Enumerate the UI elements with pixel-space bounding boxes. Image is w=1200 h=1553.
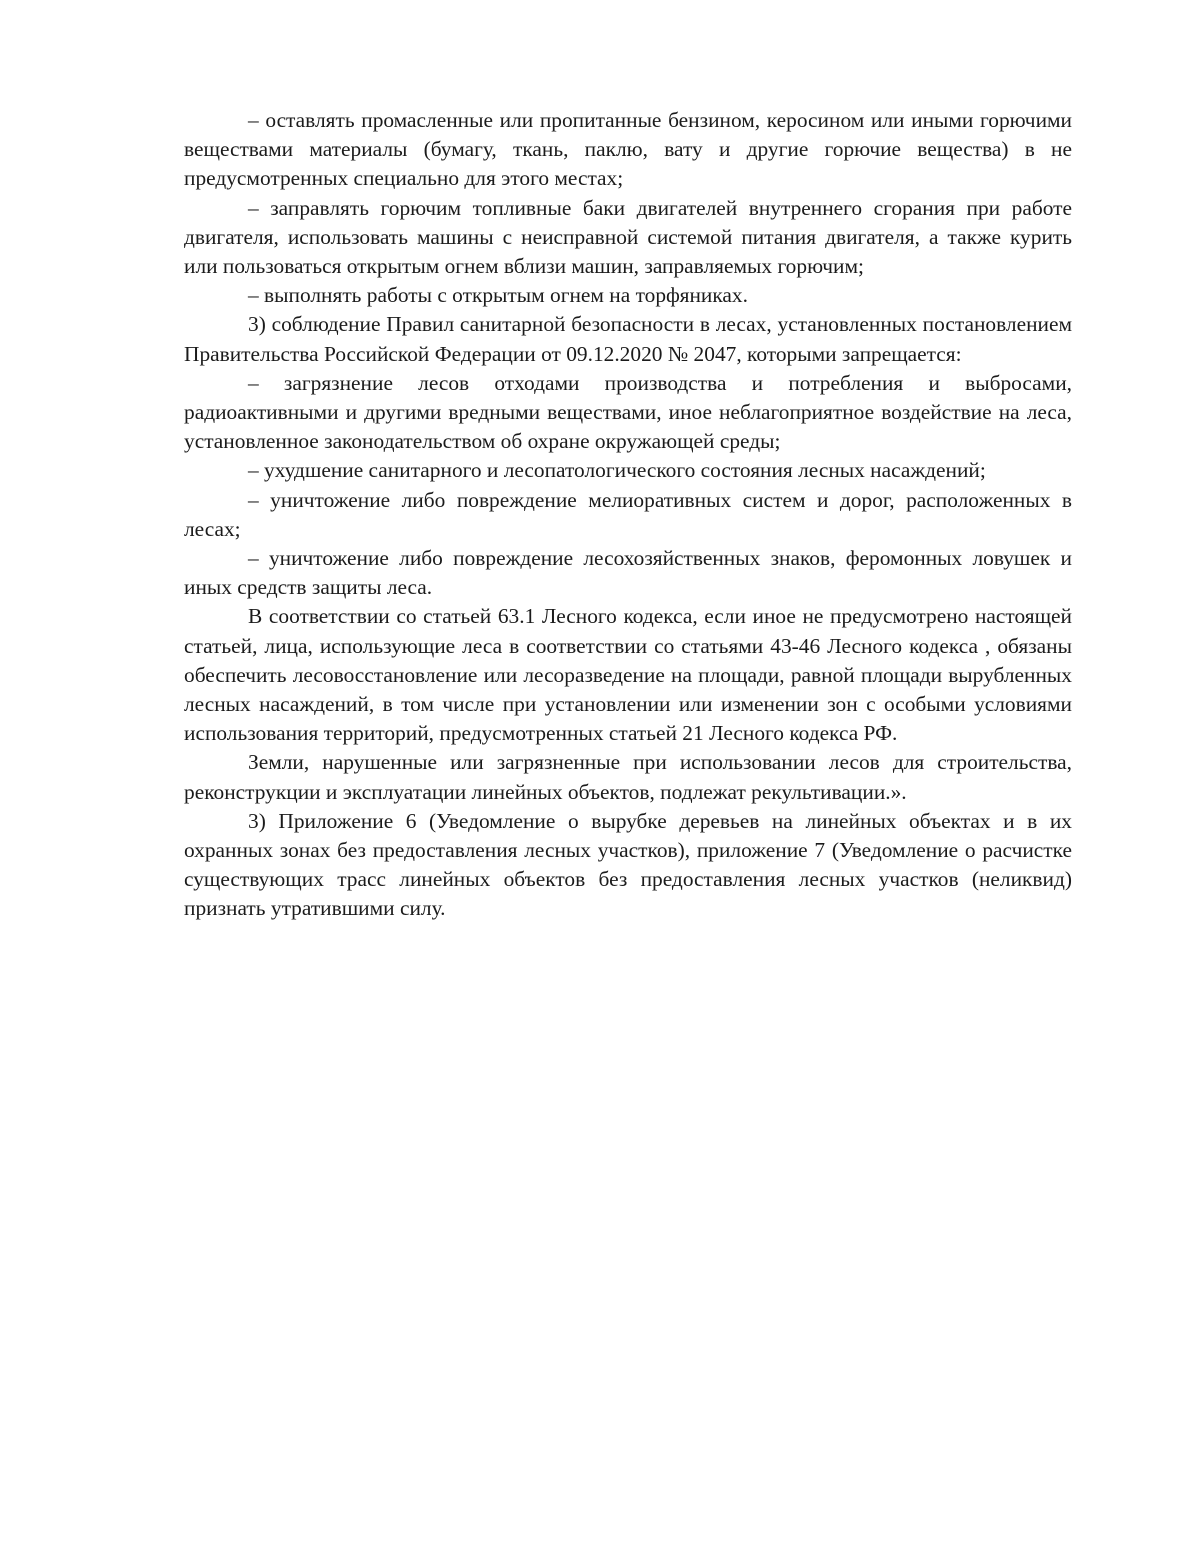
paragraph-bullet-sanitary-state: – ухудшение санитарного и лесопатологического состояния лесных насаждений; [248,458,986,483]
paragraph-bullet-oily-materials: – оставлять промасленные или пропитанные бензином, керосином или иными горючими веществами материалы (бумагу, ткань, паклю, вату и другие горючие вещества) в не предусмотренных специально для этого местах; [184,108,1072,191]
paragraph-item-3-sanitary-rules: 3) соблюдение Правил санитарной безопасности в лесах, установленных постановлением Правительства Российской Федерации от 09.12.2020 № 2047, которыми запрещается: [184,312,1072,366]
paragraph-bullet-peat-fire: – выполнять работы с открытым огнем на торфяниках. [248,283,748,308]
document-body [184,106,1072,924]
paragraph-bullet-forest-signs: – уничтожение либо повреждение лесохозяйственных знаков, феромонных ловушек и иных средств защиты леса. [184,546,1072,600]
paragraph-bullet-pollution: – загрязнение лесов отходами производства и потребления и выбросами, радиоактивными и другими вредными веществами, иное неблагоприятное воздействие на леса, установленное законодательством об охране окружающей среды; [184,370,1072,454]
paragraph-item-3-appendices: 3) Приложение 6 (Уведомление о вырубке деревьев на линейных объектах и в их охранных зонах без предоставления лесных участков), приложение 7 (Уведомление о расчистке существующих трасс линейных объектов без предоставления лесных участков (неликвид) признать утратившими силу. [184,808,1072,921]
paragraph-bullet-melioration: – уничтожение либо повреждение мелиоративных систем и дорог, расположенных в лесах; [184,487,1072,541]
paragraph-bullet-refueling: – заправлять горючим топливные баки двигателей внутреннего сгорания при работе двигателя, использовать машины с неисправной системой питания двигателя, а также курить или пользоваться открытым огнем вблизи машин, заправляемых горючим; [184,195,1072,279]
paragraph-land-recultivation: Земли, нарушенные или загрязненные при использовании лесов для строительства, реконструкции и эксплуатации линейных объектов, подлежат рекультивации.». [184,750,1072,804]
paragraph-article-63-1: В соответствии со статьей 63.1 Лесного кодекса, если иное не предусмотрено настоящей статьей, лица, использующие леса в соответствии со статьями 43-46 Лесного кодекса , обязаны обеспечить лесовосстановление или лесоразведение на площади, равной площади вырубленных лесных насаждений, в том числе при установлении или изменении зон с особыми условиями использования территорий, предусмотренных статьей 21 Лесного кодекса РФ. [184,604,1072,746]
